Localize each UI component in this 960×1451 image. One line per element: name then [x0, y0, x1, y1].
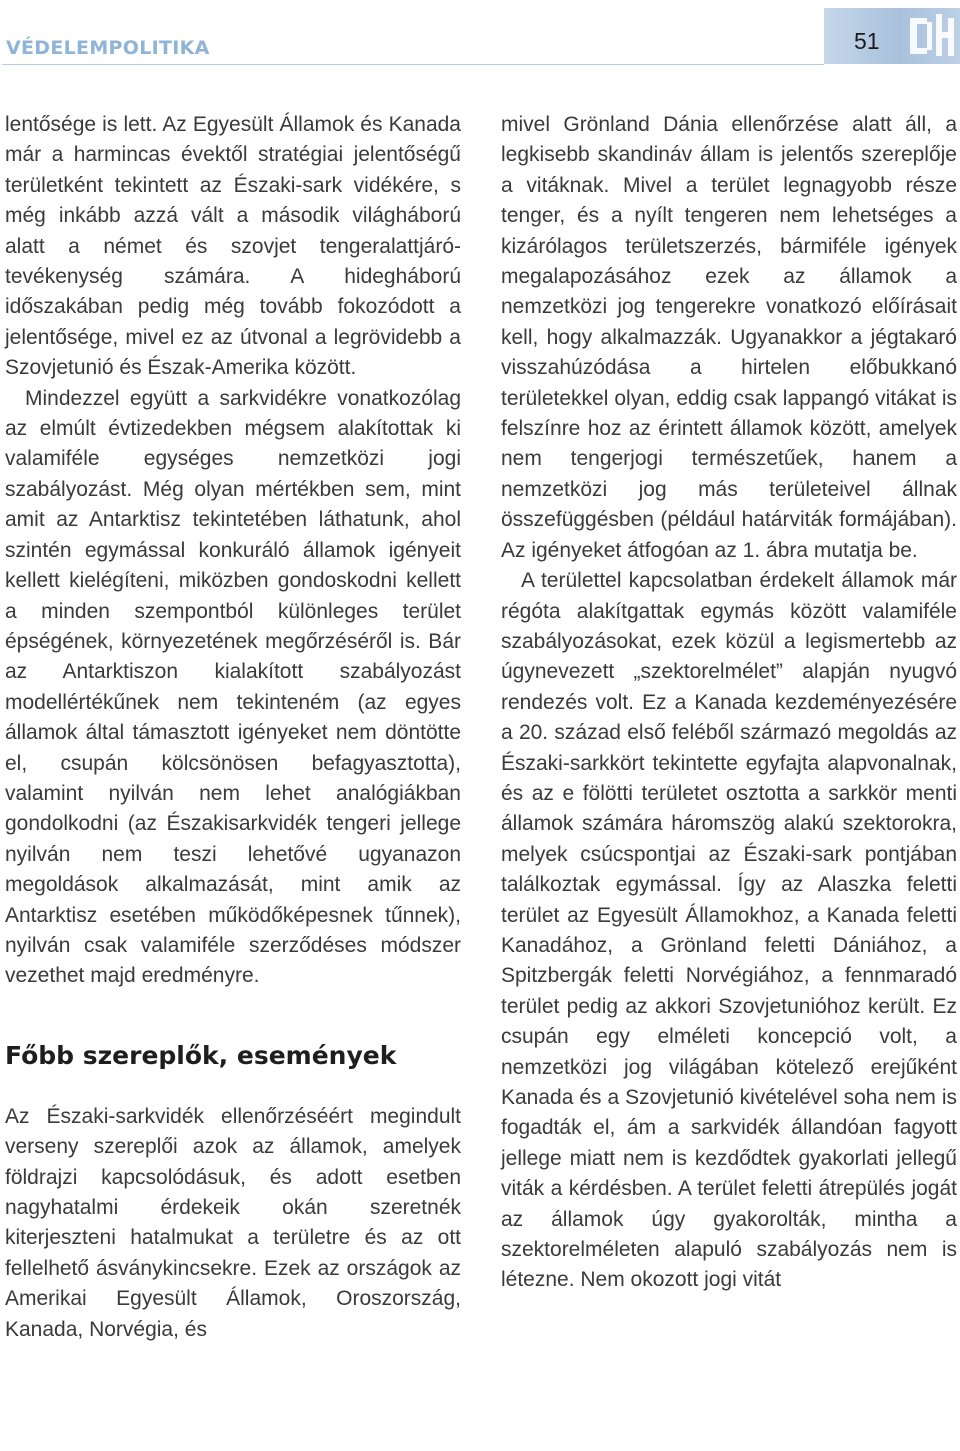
paragraph: A területtel kapcsolatban érdekelt államok már régóta alakítgattak egymás között valamiféle szabályozásokat, ezek közül a legismertebb az úgynevezett „szektorelmélet” alapján nyugvó rendezés volt. Ez a Kanada kezdeményezésére a 20. század első feléből származó megoldás az Északi-sarkkört tekintette egyfajta alapvonalnak, és az e fölötti területet osztotta a sarkkör menti államok számára háromszög alakú szektorokra, melyek csúcspontjai az Északi-sark pontjában találkoztak egymással. Így az Alaszka feletti terület az Egyesült Államokhoz, a Kanada feletti Kanadához, a Grönland feletti Dániához, a Spitzbergák feletti Norvégiához, a fennmaradó terület pedig az akkori Szovjetunióhoz került. Ez csupán egy elméleti koncepció volt, a nemzetközi jog világában kötelező erejűként Kanada és a Szovjetunió kivételével soha nem is fogadták el, ám a sarkvidék állandóan fagyott jellege miatt nem is kezdődtek gyakorlati jellegű viták a kérdésben. A terület feletti átrepülés jogát az államok úgy gyakorolták, mintha a szektorelméleten alapuló szabályozás nem is létezne. Nem okozott jogi vitát	[501, 569, 957, 1292]
left-column	[5, 110, 461, 1345]
paragraph: lentősége is lett. Az Egyesült Államok és Kanada már a harmincas évektől stratégiai jelentőségű területként tekintett az Északi-sark vidékére, s még inkább azzá vált a második világháború alatt a német és szovjet tengeralattjáró-tevékenység számára. A hidegháború időszakában pedig még tovább fokozódott a jelentősége, mivel ez az útvonal a legrövidebb a Szovjetunió és Észak-Amerika között.	[5, 113, 461, 380]
page-number-box	[824, 8, 960, 64]
section-title: VÉDELEMPOLITIKA	[6, 37, 210, 59]
paragraph: Mindezzel együtt a sarkvidékre vonatkozólag az elmúlt évtizedekben mégsem alakítottak ki valamiféle egységes nemzetközi jogi szabályozást. Még olyan mértékben sem, mint amit az Antarktisz tekintetében láthatunk, ahol szintén egymással konkuráló államok igényeit kellett kielégíteni, miközben gondoskodni kellett a minden szempontból különleges terület épségének, környezetének megőrzéséről is. Bár az Antarktiszon kialakított szabályozást modellértékűnek nem tekinteném (az egyes államok által támasztott igényeket nem döntötte el, csupán kölcsönösen befagyasztotta), valamint nyilván nem lehet analógiákban gondolkodni (az Északisarkvidék tengeri jellege nyilván nem teszi lehetővé ugyanazon megoldások alkalmazását, mint amik az Antarktisz esetében működőképesnek tűnnek), nyilván csak valamiféle szerződéses módszer vezethet majd eredményre.	[5, 386, 461, 988]
section-subheading: Főbb szereplők, események	[5, 1040, 397, 1070]
header-rule	[2, 64, 824, 65]
journal-logo-icon	[908, 12, 956, 60]
paragraph: mivel Grönland Dánia ellenőrzése alatt áll, a legkisebb skandináv állam is jelentős szereplője a vitáknak. Mivel a terület legnagyobb része tenger, és a nyílt tengeren nem lehetséges a kizárólagos területszerzés, bármiféle igények megalapozásához ezek az államok a nemzetközi jog tengerekre vonatkozó előírásait kell, hogy alkalmazzák. Ugyanakkor a jégtakaró visszahúzódása a hirtelen előbukkanó területekkel olyan, eddig csak lappangó vitákat is felszínre hoz az érintett államok között, amelyek nem tengerjogi természetűek, hanem a nemzetközi jog más területeivel állnak összefüggésben (például határviták formájában). Az igényeket átfogóan az 1. ábra mutatja be.	[501, 113, 957, 562]
right-column	[501, 110, 957, 1296]
page-header	[0, 0, 960, 72]
page-number: 51	[854, 28, 880, 54]
paragraph: Az Északi-sarkvidék ellenőrzéséért megindult verseny szereplői azok az államok, amelyek földrajzi kapcsolódásuk, és adott esetben nagyhatalmi érdekeik okán szeretnék kiterjeszteni hatalmukat a területre és az ott fellelhető ásványkincsekre. Ezek az országok az Amerikai Egyesült Államok, Oroszország, Kanada, Norvégia, és	[5, 1104, 461, 1341]
